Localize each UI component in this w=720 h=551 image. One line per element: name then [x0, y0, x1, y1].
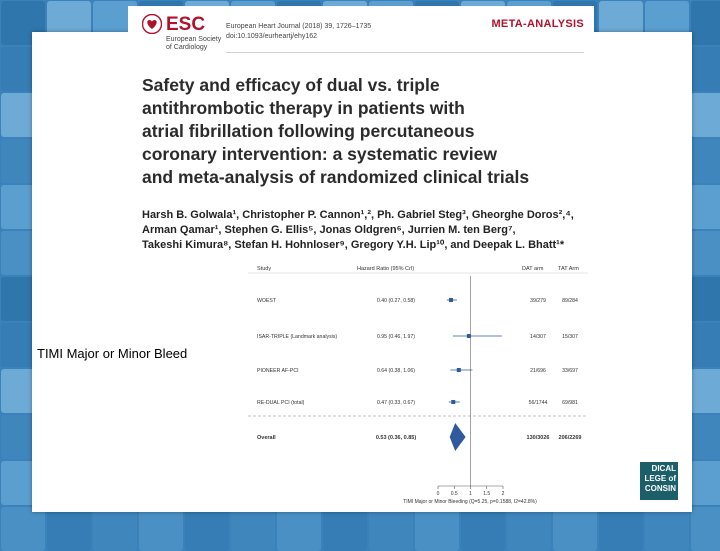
- mosaic-tile: [691, 369, 720, 413]
- mosaic-tile: [691, 185, 720, 229]
- institution-logo-line: CONSIN: [644, 484, 676, 493]
- mosaic-tile: [139, 507, 183, 551]
- society-line: of Cardiology: [166, 44, 208, 51]
- mosaic-tile: [231, 507, 275, 551]
- mosaic-tile: [691, 461, 720, 505]
- mosaic-tile: [691, 507, 720, 551]
- study-dat-events: 14/307: [530, 334, 546, 340]
- axis-caption: TIMI Major or Minor Bleeding (Q=5.25, p=0.1588, I2=42.8%): [403, 499, 537, 505]
- study-name: RE-DUAL PCI (total): [257, 400, 305, 406]
- study-hr-ci: 0.40 (0.27, 0.58): [376, 298, 416, 304]
- author-line: Arman Qamar¹, Stephen G. Ellis⁵, Jonas Oldgren⁶, Jurrien M. ten Berg⁷,: [142, 224, 516, 236]
- mosaic-tile: [277, 507, 321, 551]
- study-name: ISAR-TRIPLE (Landmark analysis): [257, 334, 338, 340]
- institution-logo-line: LEGE of: [644, 474, 676, 483]
- mosaic-tile: [415, 507, 459, 551]
- study-dat-events: 39/279: [530, 298, 546, 304]
- title-line: and meta-analysis of randomized clinical trials: [142, 167, 530, 187]
- forest-plot: [248, 258, 593, 510]
- mosaic-tile: [1, 507, 45, 551]
- mosaic-tile: [691, 415, 720, 459]
- overall-hr-ci: 0.53 (0.36, 0.85): [375, 435, 417, 441]
- mosaic-tile: [691, 139, 720, 183]
- article-title: [142, 74, 602, 189]
- mosaic-tile: [461, 507, 505, 551]
- institution-logo-line: DICAL: [651, 464, 676, 473]
- title-line: coronary intervention: a systematic review: [142, 144, 497, 164]
- study-point-marker: [467, 334, 471, 338]
- overall-label: Overall: [257, 435, 276, 441]
- study-hr-ci: 0.64 (0.38, 1.06): [376, 368, 416, 374]
- study-point-marker: [457, 368, 461, 372]
- study-tat-events: 33/697: [562, 368, 578, 374]
- mosaic-tile: [691, 93, 720, 137]
- article-type-label: META-ANALYSIS: [491, 18, 584, 30]
- journal-line: European Heart Journal (2018) 39, 1726–1735: [226, 23, 372, 30]
- mosaic-tile: [323, 507, 367, 551]
- mosaic-tile: [691, 323, 720, 367]
- mosaic-tile: [691, 231, 720, 275]
- title-line: atrial fibrillation following percutaneous: [142, 121, 475, 141]
- forest-plot-background: [248, 258, 593, 510]
- column-header-tat: TAT Arm: [558, 266, 579, 272]
- x-tick-label: 2: [501, 491, 505, 497]
- x-tick-label: 0: [436, 491, 440, 497]
- title-line: Safety and efficacy of dual vs. triple: [142, 75, 440, 95]
- article-header: [128, 6, 594, 64]
- institution-logo: [640, 462, 678, 500]
- mosaic-tile: [369, 507, 413, 551]
- x-tick-label: 1.5: [483, 491, 491, 497]
- study-name: PIONEER AF-PCI: [257, 368, 299, 374]
- author-line: Takeshi Kimura⁸, Stefan H. Hohnloser⁹, Gregory Y.H. Lip¹⁰, and Deepak L. Bhatt¹*: [142, 239, 565, 251]
- mosaic-tile: [507, 507, 551, 551]
- study-hr-ci: 0.95 (0.46, 1.97): [376, 334, 416, 340]
- study-point-marker: [449, 298, 453, 302]
- mosaic-tile: [553, 507, 597, 551]
- x-tick-label: 0.5: [450, 491, 458, 497]
- esc-logo-text: ESC: [166, 14, 206, 35]
- overall-dat-events: 130/3026: [526, 435, 550, 441]
- author-line: Harsh B. Golwala¹, Christopher P. Cannon¹,², Ph. Gabriel Steg³, Gheorghe Doros²,⁴,: [142, 209, 574, 221]
- mosaic-tile: [93, 507, 137, 551]
- column-header-hr: Hazard Ratio (95% CrI): [357, 266, 415, 272]
- header-divider: [226, 52, 584, 53]
- study-point-marker: [451, 400, 455, 404]
- society-line: European Society: [166, 36, 222, 43]
- mosaic-tile: [691, 47, 720, 91]
- doi-line: doi:10.1093/eurheartj/ehy162: [226, 33, 318, 40]
- mosaic-tile: [47, 507, 91, 551]
- mosaic-tile: [645, 507, 689, 551]
- study-tat-events: 69/981: [562, 400, 578, 406]
- column-header-dat: DAT arm: [522, 266, 544, 272]
- study-tat-events: 15/307: [562, 334, 578, 340]
- mosaic-tile: [185, 507, 229, 551]
- journal-citation: [226, 22, 371, 42]
- mosaic-tile: [691, 1, 720, 45]
- study-dat-events: 21/696: [530, 368, 546, 374]
- mosaic-tile: [691, 277, 720, 321]
- society-name: [166, 36, 226, 52]
- study-tat-events: 89/284: [562, 298, 578, 304]
- mosaic-tile: [599, 507, 643, 551]
- column-header-study: Study: [257, 266, 272, 272]
- esc-heart-icon: [142, 14, 162, 34]
- title-line: antithrombotic therapy in patients with: [142, 98, 465, 118]
- study-name: WOEST: [257, 298, 277, 304]
- x-tick-label: 1: [469, 491, 472, 497]
- study-hr-ci: 0.47 (0.33, 0.67): [376, 400, 416, 406]
- outcome-label: TIMI Major or Minor Bleed: [37, 346, 188, 361]
- author-list: [142, 208, 592, 253]
- overall-tat-events: 206/2269: [558, 435, 582, 441]
- study-dat-events: 56/1744: [528, 400, 548, 406]
